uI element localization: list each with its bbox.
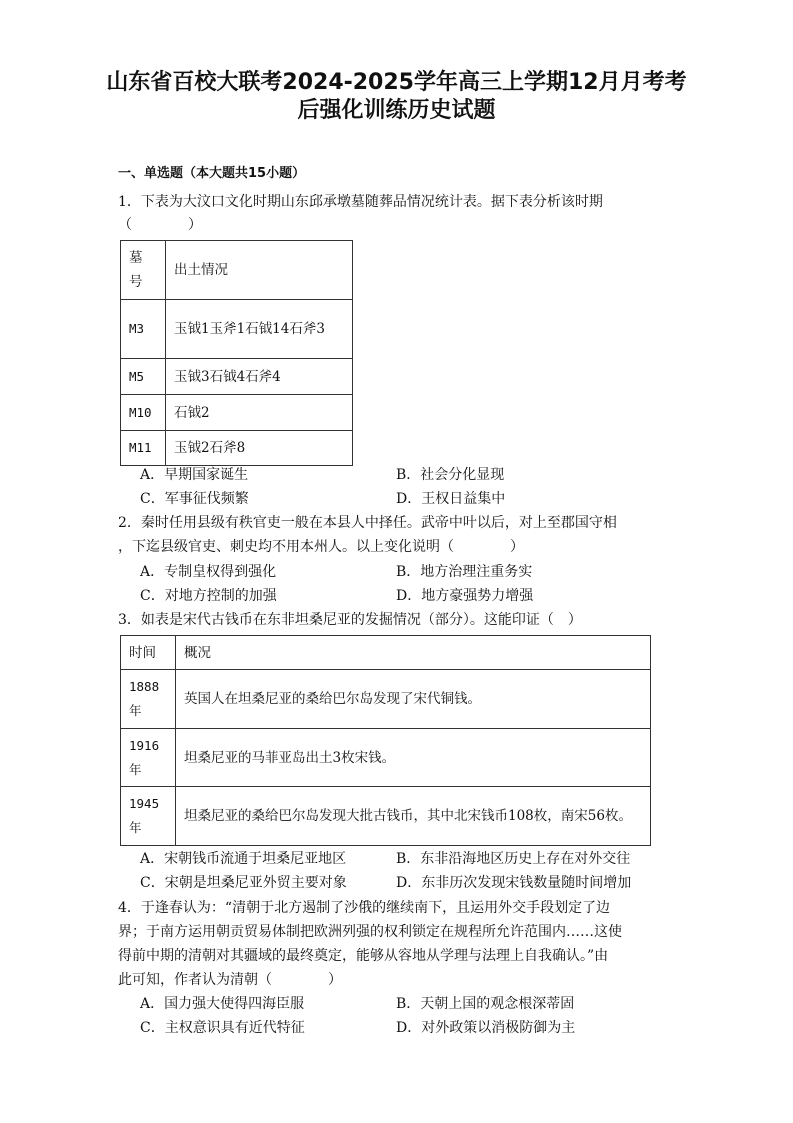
table-row [121,300,353,359]
table-row [121,359,353,395]
page-title-line-2: 后强化训练历史试题 [297,98,496,123]
table-header-cell: 概况 [176,636,651,670]
table-cell: M3 [121,300,166,359]
table-cell: 玉钺1玉斧1石钺14石斧3 [166,300,353,359]
table-row [121,787,651,846]
q4-stem-line-2: 界；于南方运用朝贡贸易体制把欧洲列强的权利锁定在规程所允许范围内……这使 [118,924,622,940]
q4-option-a[interactable]: A．国力强大使得四海臣服 [140,996,305,1012]
table-cell: M11 [121,431,166,466]
table-cell: 玉钺3石钺4石斧4 [166,359,353,395]
q3-option-c[interactable]: C．宋朝是坦桑尼亚外贸主要对象 [140,875,347,891]
q1-option-b[interactable]: B．社会分化显现 [396,467,505,483]
table-header-row [121,636,651,670]
table-cell: 1888年 [121,670,176,729]
table-cell: 1916年 [121,729,176,787]
table-row [121,729,651,787]
q3-table [120,635,651,846]
q1-option-a[interactable]: A．早期国家诞生 [140,467,249,483]
q1-option-d[interactable]: D．王权日益集中 [396,491,506,507]
table-cell: 石钺2 [166,395,353,431]
q4-stem-line-4: 此可知，作者认为清朝（ ） [118,972,342,988]
q4-option-d[interactable]: D．对外政策以消极防御为主 [396,1020,576,1036]
q4-stem-line-3: 得前中期的清朝对其疆域的最终奠定，能够从容地从学理与法理上自我确认。”由 [118,948,609,964]
q3-option-d[interactable]: D．东非历次发现宋钱数量随时间增加 [396,875,632,891]
q3-option-b[interactable]: B．东非沿海地区历史上存在对外交往 [396,851,631,867]
table-header-cell: 墓号 [121,241,166,300]
q1-stem-line-1: 1．下表为大汶口文化时期山东邱承墩墓随葬品情况统计表。据下表分析该时期 [118,194,603,210]
q3-stem-line-1: 3．如表是宋代古钱币在东非坦桑尼亚的发掘情况（部分）。这能印证（ ） [118,612,582,628]
table-cell: 玉钺2石斧8 [166,431,353,466]
table-row [121,670,651,729]
table-header-cell: 出土情况 [166,241,353,300]
table-cell: 坦桑尼亚的马菲亚岛出土3枚宋钱。 [176,729,651,787]
q1-option-c[interactable]: C．军事征伐频繁 [140,491,249,507]
page-title-line-1: 山东省百校大联考2024-2025学年高三上学期12月月考考 [106,70,687,95]
table-header-row [121,241,353,300]
table-cell: M10 [121,395,166,431]
table-row [121,431,353,466]
table-row [121,395,353,431]
table-cell: 坦桑尼亚的桑给巴尔岛发现大批古钱币，其中北宋钱币108枚，南宋56枚。 [176,787,651,846]
q1-stem-line-2: （ ） [118,217,202,233]
table-cell: M5 [121,359,166,395]
q2-stem-line-2: ，下迄县级官吏、刺史均不用本州人。以上变化说明（ ） [118,539,524,555]
q2-option-a[interactable]: A．专制皇权得到强化 [140,564,277,580]
table-cell: 英国人在坦桑尼亚的桑给巴尔岛发现了宋代铜钱。 [176,670,651,729]
table-header-cell: 时间 [121,636,176,670]
section-heading: 一、单选题（本大题共15小题） [118,166,306,181]
q4-option-b[interactable]: B．天朝上国的观念根深蒂固 [396,996,575,1012]
q4-stem-line-1: 4．于逢春认为：“清朝于北方遏制了沙俄的继续南下，且运用外交手段划定了边 [118,900,611,916]
q1-table [120,240,353,466]
q2-stem-line-1: 2．秦时任用县级有秩官吏一般在本县人中择任。武帝中叶以后，对上至郡国守相 [118,515,617,531]
q3-option-a[interactable]: A．宋朝钱币流通于坦桑尼亚地区 [140,851,347,867]
q2-option-c[interactable]: C．对地方控制的加强 [140,588,277,604]
q2-option-b[interactable]: B．地方治理注重务实 [396,564,533,580]
q4-option-c[interactable]: C．主权意识具有近代特征 [140,1020,305,1036]
table-cell: 1945年 [121,787,176,846]
q2-option-d[interactable]: D．地方豪强势力增强 [396,588,534,604]
